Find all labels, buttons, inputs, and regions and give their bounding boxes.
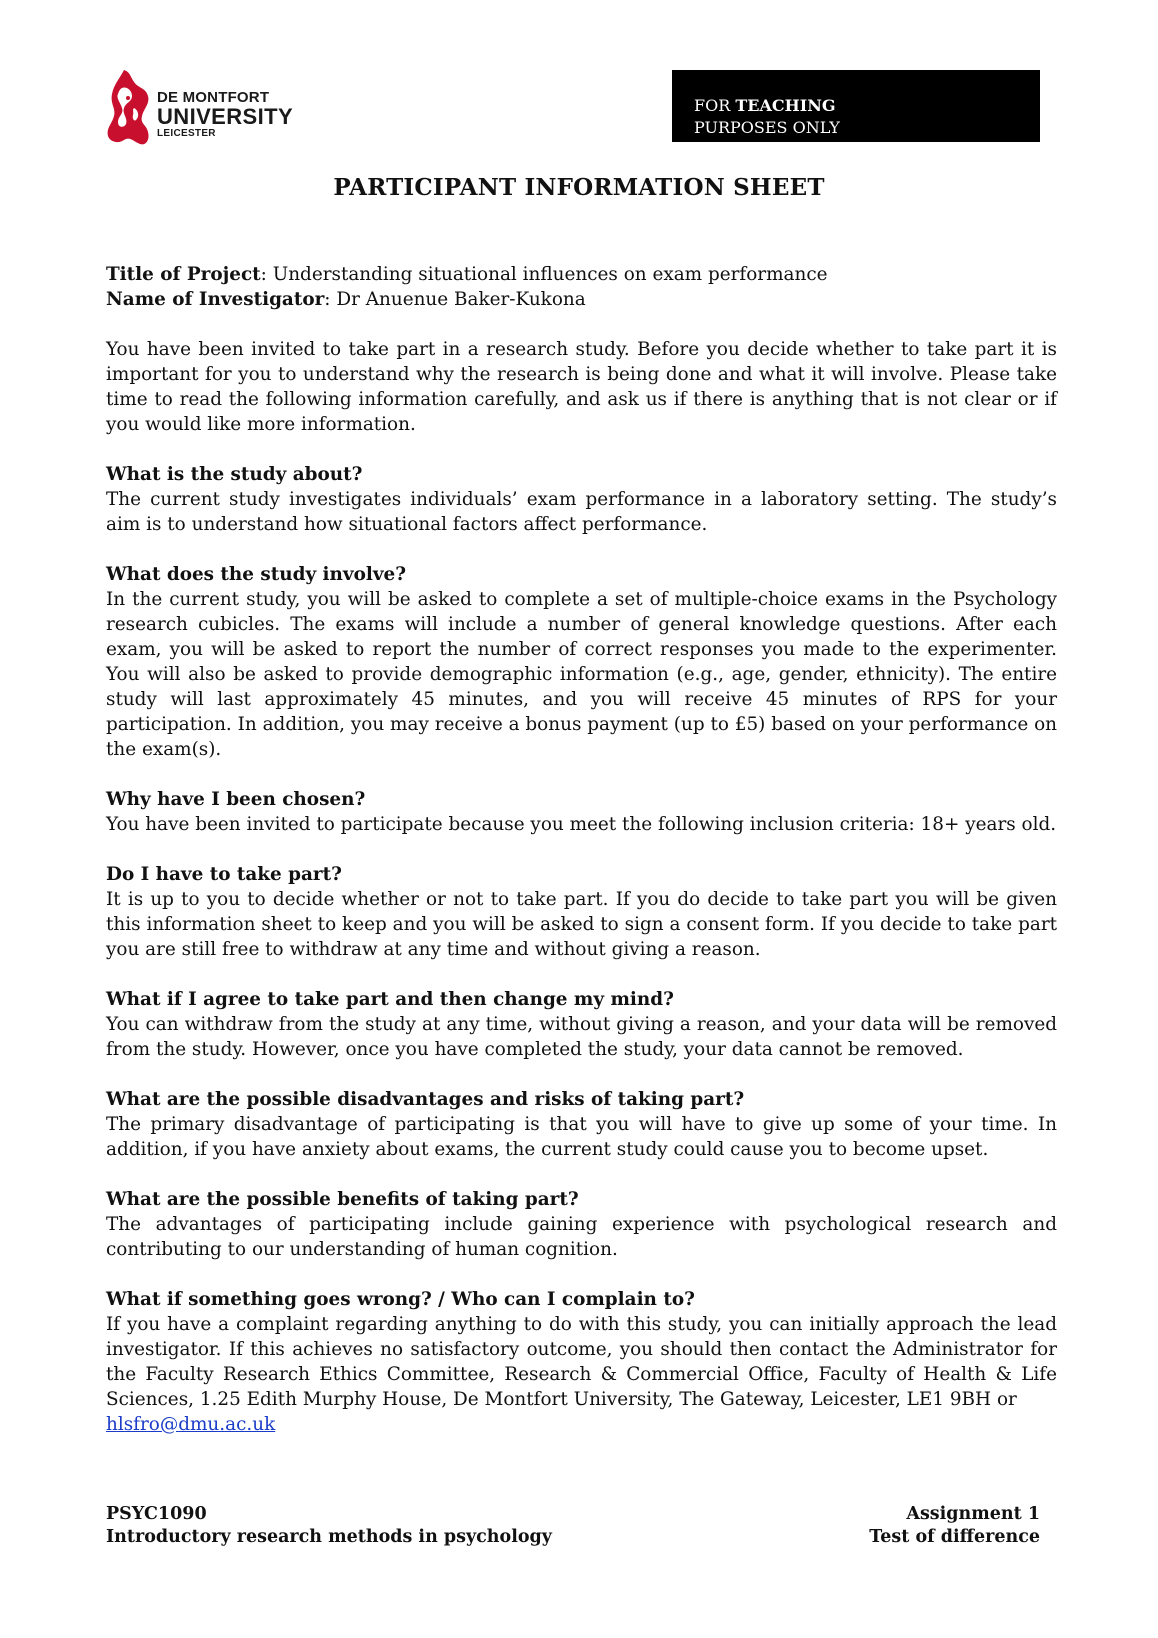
assignment-topic: Test of difference (869, 1527, 1040, 1547)
section-heading-take-part: Do I have to take part? (106, 864, 342, 885)
course-code: PSYC1090 (106, 1504, 207, 1524)
teaching-purposes-banner (672, 70, 1040, 142)
section-heading-about: What is the study about? (106, 464, 363, 485)
logo-line-1: DE MONTFORT (157, 89, 270, 106)
banner-bold-word: TEACHING (735, 96, 836, 115)
section-heading-risks: What are the possible disadvantages and risks of taking part? (106, 1089, 745, 1110)
logo-line-3: LEICESTER (157, 128, 216, 139)
footer-right (869, 1503, 1040, 1549)
investigator-line (106, 287, 1057, 312)
investigator-label: Name of Investigator (106, 289, 325, 310)
section-heading-complaints: What if something goes wrong? / Who can I complain to? (106, 1289, 695, 1310)
project-title-line (106, 262, 1057, 287)
section-heading-benefits: What are the possible benefits of taking part? (106, 1189, 579, 1210)
document-body (106, 262, 1057, 1437)
section-body-chosen: You have been invited to participate because you meet the following inclusion criteria: 18+ years old. (106, 814, 1057, 835)
section-body-change-mind: You can withdraw from the study at any time, without giving a reason, and your data will be removed from the study. However, once you have completed the study, your data cannot be removed. (106, 1014, 1057, 1060)
page-title: PARTICIPANT INFORMATION SHEET (333, 174, 825, 201)
assignment-number: Assignment 1 (906, 1504, 1040, 1524)
lion-crest-icon (104, 68, 152, 146)
banner-prefix: FOR (694, 96, 736, 115)
footer-left (106, 1503, 552, 1549)
section-body-involve: In the current study, you will be asked to complete a set of multiple-choice exams in the Psychology research cubicles. The exams will include a number of general knowledge questions. After each exam, you will be asked to report the number of correct responses you made to the experimenter. You will also be asked to provide demographic information (e.g., age, gender, ethnicity). The entire study will last approximately 45 minutes, and you will receive 45 minutes of RPS for your participation. In addition, you may receive a bonus payment (up to £5) based on your performance on the exam(s). (106, 589, 1057, 760)
section-body-take-part: It is up to you to decide whether or not to take part. If you do decide to take part you will be given this information sheet to keep and you will be asked to sign a consent form. If you decide to take part you are still free to withdraw at any time and without giving a reason. (106, 889, 1057, 960)
course-name: Introductory research methods in psychology (106, 1527, 552, 1547)
contact-email-line (106, 1412, 1057, 1437)
section-heading-change-mind: What if I agree to take part and then change my mind? (106, 989, 674, 1010)
banner-line-2: PURPOSES ONLY (694, 118, 840, 137)
logo-wordmark (157, 90, 293, 139)
contact-email-link[interactable]: hlsfro@dmu.ac.uk (106, 1414, 276, 1435)
section-body-about: The current study investigates individuals’ exam performance in a laboratory setting. The study’s aim is to understand how situational factors affect performance. (106, 489, 1057, 535)
university-logo (104, 68, 294, 148)
project-title-value: : Understanding situational influences on exam performance (260, 264, 828, 285)
logo-line-2: UNIVERSITY (157, 104, 294, 129)
project-title-label: Title of Project (106, 264, 261, 285)
section-heading-involve: What does the study involve? (106, 564, 407, 585)
investigator-value: : Dr Anuenue Baker-Kukona (324, 289, 586, 310)
section-heading-chosen: Why have I been chosen? (106, 789, 366, 810)
intro-paragraph: You have been invited to take part in a research study. Before you decide whether to take part it is important for you to understand why the research is being done and what it will involve. Please take time to read the following information carefully, and ask us if there is anything that is not clear or if you would like more information. (106, 339, 1057, 435)
section-body-benefits: The advantages of participating include gaining experience with psychological research and contributing to our understanding of human cognition. (106, 1214, 1057, 1260)
section-body-risks: The primary disadvantage of participating is that you will have to give up some of your time. In addition, if you have anxiety about exams, the current study could cause you to become upset. (106, 1114, 1057, 1160)
section-body-complaints: If you have a complaint regarding anything to do with this study, you can initially approach the lead investigator. If this achieves no satisfactory outcome, you should then contact the Administrator for the Faculty Research Ethics Committee, Research & Commercial Office, Faculty of Health & Life Sciences, 1.25 Edith Murphy House, De Montfort University, The Gateway, Leicester, LE1 9BH or (106, 1314, 1057, 1410)
